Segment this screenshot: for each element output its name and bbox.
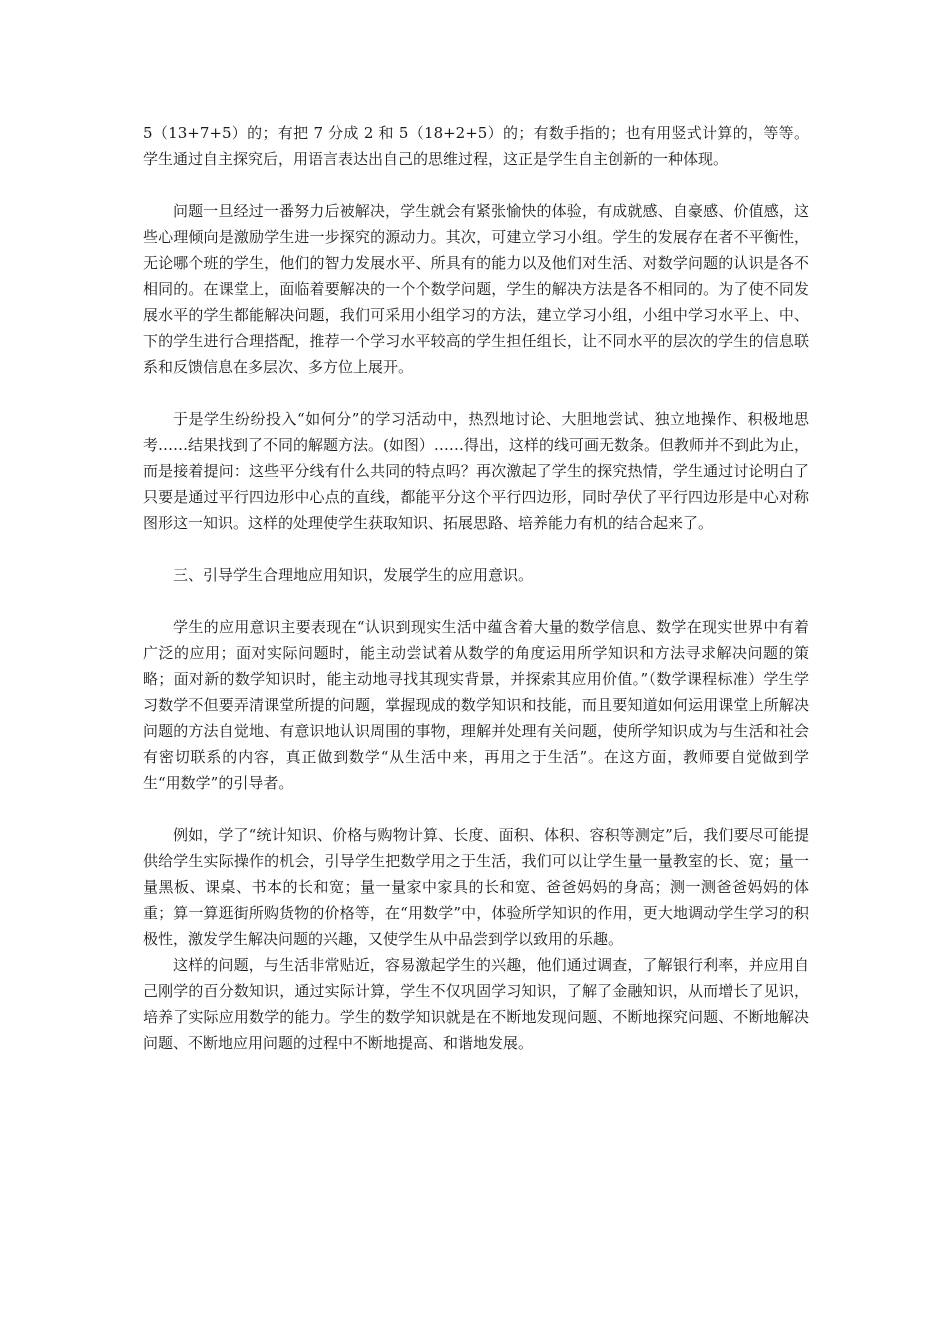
paragraph-spacer bbox=[143, 796, 809, 822]
paragraph-parallelogram: 于是学生纷纷投入“如何分”的学习活动中，热烈地讨论、大胆地尝试、独立地操作、积极地思考……结果找到了不同的解题方法。(如图）……得出，这样的线可画无数条。但教师并不到此为止，而是接着提问：这些平分线有什么共同的特点吗？再次激起了学生的探究热情，学生通过讨论明白了只要是通过平行四边形中心点的直线，都能平分这个平行四边形，同时孕伏了平行四边形是中心对称图形这一知识。这样的处理使学生获取知识、拓展思路、培养能力有机的结合起来了。 bbox=[143, 410, 809, 532]
section-heading-three: 三、引导学生合理地应用知识，发展学生的应用意识。 bbox=[173, 566, 534, 584]
paragraph-continuation: 5（13+7+5）的；有把 7 分成 2 和 5（18+2+5）的；有数手指的；也有用竖式计算的，等等。学生通过自主探究后，用语言表达出自己的思维过程，这正是学生自主创新的一种体现。 bbox=[143, 124, 809, 168]
paragraph-application-awareness: 学生的应用意识主要表现在“认识到现实生活中蕴含着大量的数学信息、数学在现实世界中有着广泛的应用；面对实际问题时，能主动尝试着从数学的角度运用所学知识和方法寻求解决问题的策略；面对新的数学知识时，能主动地寻找其现实背景，并探索其应用价值。”（数学课程标准）学生学习数学不但要弄清课堂所提的问题，掌握现成的数学知识和技能，而且要知道如何运用课堂上所解决问题的方法自觉地、有意识地认识周围的事物，理解并处理有关问题，使所学知识成为与生活和社会有密切联系的内容，真正做到数学“从生活中来，再用之于生活”。在这方面，教师要自觉做到学生“用数学”的引导者。 bbox=[143, 618, 809, 792]
paragraph-study-groups: 问题一旦经过一番努力后被解决，学生就会有紧张愉快的体验，有成就感、自豪感、价值感，这些心理倾向是激励学生进一步探究的源动力。其次，可建立学习小组。学生的发展存在者不平衡性，无论哪个班的学生，他们的智力发展水平、所具有的能力以及他们对生活、对数学问题的认识是各不相同的。在课堂上，面临着要解决的一个个数学问题，学生的解决方法是各不相同的。为了使不同发展水平的学生都能解决问题，我们可采用小组学习的方法，建立学习小组，小组中学习水平上、中、下的学生进行合理搭配，推荐一个学习水平较高的学生担任组长，让不同水平的层次的学生的信息联系和反馈信息在多层次、多方位上展开。 bbox=[143, 202, 809, 376]
document-body bbox=[143, 120, 809, 1056]
paragraph-spacer bbox=[143, 172, 809, 198]
paragraph-example: 例如，学了“统计知识、价格与购物计算、长度、面积、体积、容积等测定”后，我们要尽可能提供给学生实际操作的机会，引导学生把数学用之于生活，我们可以让学生量一量教室的长、宽；量一量黑板、课桌、书本的长和宽；量一量家中家具的长和宽、爸爸妈妈的身高；测一测爸爸妈妈的体重；算一算逛街所购货物的价格等，在“用数学”中，体验所学知识的作用，更大地调动学生学习的积极性，激发学生解决问题的兴趣，又使学生从中品尝到学以致用的乐趣。 bbox=[143, 826, 809, 948]
paragraph-spacer bbox=[143, 380, 809, 406]
paragraph-spacer bbox=[143, 588, 809, 614]
paragraph-spacer bbox=[143, 536, 809, 562]
paragraph-conclusion: 这样的问题，与生活非常贴近，容易激起学生的兴趣，他们通过调查，了解银行利率，并应用自己刚学的百分数知识，通过实际计算，学生不仅巩固学习知识，了解了金融知识，从而增长了见识，培养了实际应用数学的能力。学生的数学知识就是在不断地发现问题、不断地探究问题、不断地解决问题、不断地应用问题的过程中不断地提高、和谐地发展。 bbox=[143, 956, 809, 1052]
